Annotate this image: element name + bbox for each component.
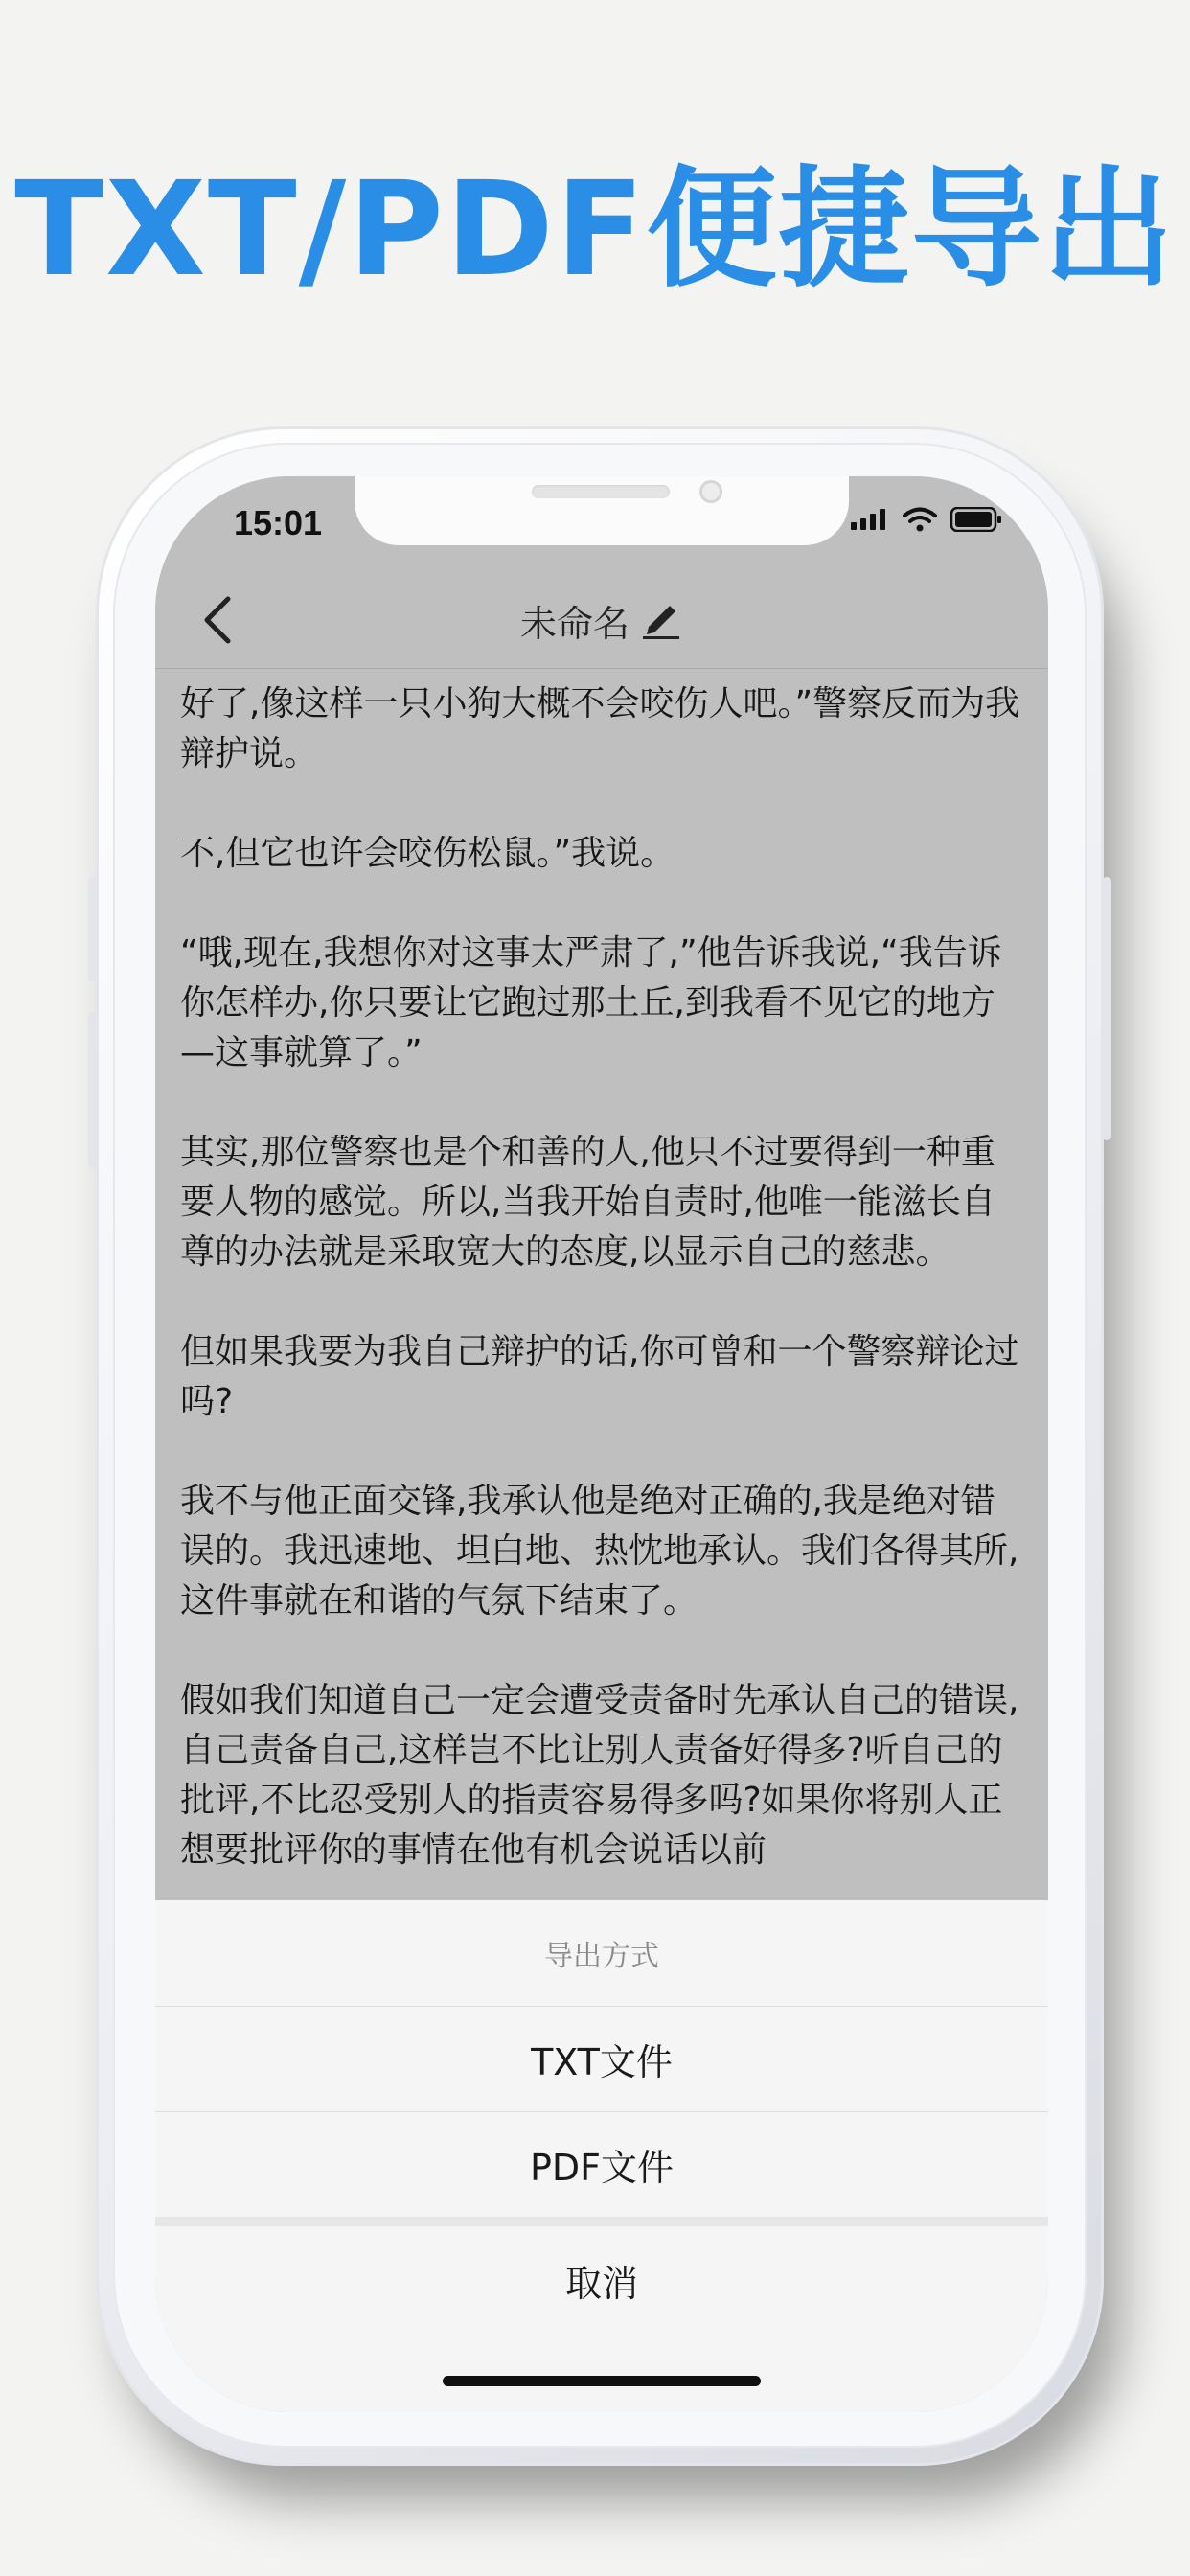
pencil-icon[interactable] (639, 596, 683, 644)
volume-up-button (88, 877, 98, 982)
cellular-signal-icon (851, 509, 889, 534)
document-text[interactable] (180, 679, 1023, 1925)
paragraph: “哦,现在,我想你对这事太严肃了,”他告诉我说,“我告诉你怎样办,你只要让它跑过那土丘,到我看不见它的地方—这事就算了。” (180, 933, 1002, 1072)
paragraph: 好了,像这样一只小狗大概不会咬伤人吧。”警察反而为我辩护说。 (180, 684, 1020, 773)
promo-headline: TXT/PDF便捷导出 (14, 154, 1176, 306)
paragraph: 但如果我要为我自己辩护的话,你可曾和一个警察辩论过吗? (180, 1332, 1019, 1421)
export-txt-button[interactable]: TXT文件 (155, 2007, 1048, 2112)
export-action-sheet (155, 1900, 1048, 2412)
phone-screen (155, 476, 1048, 2412)
volume-down-button (88, 1011, 98, 1169)
front-camera (699, 480, 722, 503)
export-pdf-button[interactable]: PDF文件 (155, 2112, 1048, 2217)
notch (355, 476, 849, 545)
wifi-icon (903, 507, 937, 536)
battery-icon (950, 507, 1002, 536)
status-icons (851, 507, 1002, 536)
document-title: 未命名 (519, 602, 629, 645)
side-button-right (1102, 877, 1111, 1140)
cancel-button[interactable]: 取消 (564, 2262, 638, 2305)
paragraph: 我不与他正面交锋,我承认他是绝对正确的,我是绝对错误的。我迅速地、坦白地、热忱地承认。我们各得其所,这件事就在和谐的气氛下结束了。 (180, 1482, 1019, 1621)
sheet-separator (155, 2217, 1048, 2226)
paragraph: 其实,那位警察也是个和善的人,他只不过要得到一种重要人物的感觉。所以,当我开始自责时,他唯一能滋长自尊的办法就是采取宽大的态度,以显示自己的慈悲。 (180, 1133, 995, 1272)
title-area[interactable] (155, 572, 1048, 668)
paragraph: 假如我们知道自己一定会遭受责备时先承认自己的错误,自己责备自己,这样岂不比让别人责备好得多?听自己的批评,不比忍受别人的指责容易得多吗?如果你将别人正想要批评你的事情在他有机会说话以前 (180, 1681, 1019, 1870)
paragraph: 不,但它也许会咬伤松鼠。”我说。 (180, 834, 675, 873)
navigation-bar (155, 572, 1048, 669)
home-indicator[interactable] (443, 2376, 761, 2386)
speaker-grille (532, 485, 670, 498)
action-sheet-title: 导出方式 (155, 1900, 1048, 2007)
status-time: 15:01 (234, 503, 323, 542)
